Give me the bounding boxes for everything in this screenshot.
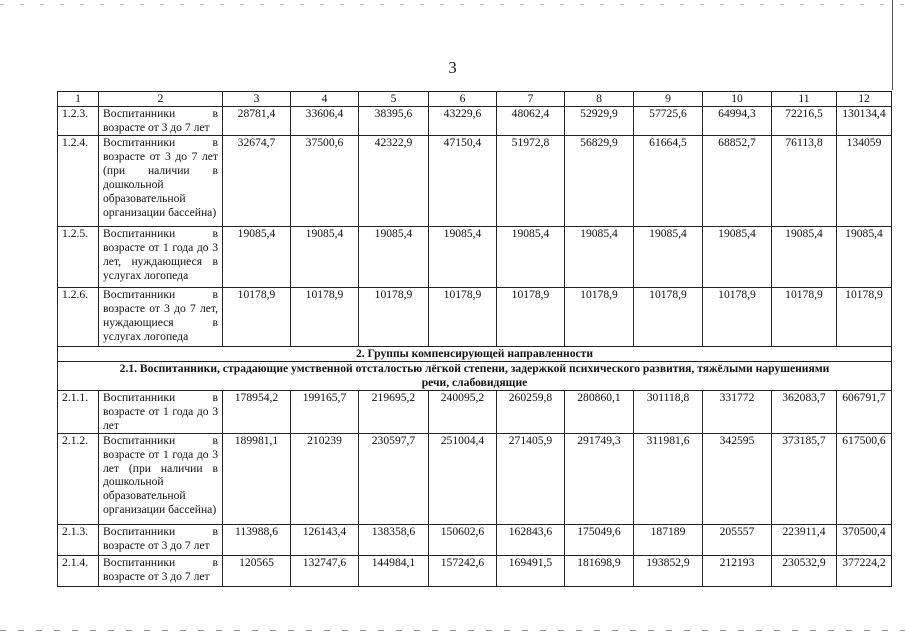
value-cell: 271405,9 bbox=[497, 433, 565, 524]
value-cell: 42322,9 bbox=[359, 136, 429, 227]
value-cell: 134059 bbox=[837, 136, 892, 227]
value-cell: 10178,9 bbox=[634, 288, 703, 347]
row-description: Воспитанники в возрасте от 1 года до 3 лет, нуждающиеся в услугах логопеда bbox=[99, 227, 223, 288]
value-cell: 373185,7 bbox=[772, 433, 837, 524]
value-cell: 32674,7 bbox=[223, 136, 291, 227]
value-cell: 51972,8 bbox=[497, 136, 565, 227]
value-cell: 72216,5 bbox=[772, 107, 837, 136]
value-cell: 19085,4 bbox=[772, 227, 837, 288]
value-cell: 187189 bbox=[634, 524, 703, 555]
col-header: 9 bbox=[634, 92, 703, 107]
value-cell: 10178,9 bbox=[223, 288, 291, 347]
col-header: 4 bbox=[291, 92, 359, 107]
table-row bbox=[58, 136, 892, 227]
tariff-table bbox=[57, 91, 892, 587]
value-cell: 162843,6 bbox=[497, 524, 565, 555]
table-row bbox=[58, 433, 892, 524]
row-description: Воспитанники в возрасте от 3 до 7 лет (при наличии в дошкольной образовательной организации бассейна) bbox=[99, 136, 223, 227]
row-code: 2.1.2. bbox=[58, 433, 99, 524]
value-cell: 33606,4 bbox=[291, 107, 359, 136]
row-code: 2.1.1. bbox=[58, 390, 99, 433]
value-cell: 150602,6 bbox=[429, 524, 497, 555]
rows-group-1-2 bbox=[58, 107, 892, 347]
value-cell: 19085,4 bbox=[291, 227, 359, 288]
section-row bbox=[58, 347, 892, 362]
value-cell: 193852,9 bbox=[634, 555, 703, 586]
value-cell: 10178,9 bbox=[497, 288, 565, 347]
value-cell: 61664,5 bbox=[634, 136, 703, 227]
value-cell: 240095,2 bbox=[429, 390, 497, 433]
table-row bbox=[58, 227, 892, 288]
value-cell: 19085,4 bbox=[634, 227, 703, 288]
col-header: 1 bbox=[58, 92, 99, 107]
col-header: 11 bbox=[772, 92, 837, 107]
section-2-title: 2. Группы компенсирующей направленности bbox=[58, 347, 892, 362]
value-cell: 251004,4 bbox=[429, 433, 497, 524]
table-row bbox=[58, 288, 892, 347]
subsection-row bbox=[58, 361, 892, 390]
scan-edge-bottom bbox=[0, 630, 905, 631]
value-cell: 10178,9 bbox=[837, 288, 892, 347]
value-cell: 169491,5 bbox=[497, 555, 565, 586]
value-cell: 370500,4 bbox=[837, 524, 892, 555]
value-cell: 223911,4 bbox=[772, 524, 837, 555]
value-cell: 10178,9 bbox=[291, 288, 359, 347]
value-cell: 189981,1 bbox=[223, 433, 291, 524]
value-cell: 219695,2 bbox=[359, 390, 429, 433]
row-description: Воспитанники в возрасте от 3 до 7 лет bbox=[99, 555, 223, 586]
value-cell: 43229,6 bbox=[429, 107, 497, 136]
value-cell: 37500,6 bbox=[291, 136, 359, 227]
row-code: 1.2.4. bbox=[58, 136, 99, 227]
value-cell: 230597,7 bbox=[359, 433, 429, 524]
value-cell: 28781,4 bbox=[223, 107, 291, 136]
value-cell: 48062,4 bbox=[497, 107, 565, 136]
row-description: Воспитанники в возрасте от 3 до 7 лет bbox=[99, 524, 223, 555]
value-cell: 57725,6 bbox=[634, 107, 703, 136]
section-2-1-title: 2.1. Воспитанники, страдающие умственной отсталостью лёгкой степени, задержкой психического развития, тяжёлыми нарушениями речи, слабовидящие bbox=[58, 361, 892, 390]
value-cell: 19085,4 bbox=[837, 227, 892, 288]
table-row bbox=[58, 555, 892, 586]
value-cell: 377224,2 bbox=[837, 555, 892, 586]
value-cell: 10178,9 bbox=[565, 288, 634, 347]
value-cell: 52929,9 bbox=[565, 107, 634, 136]
row-description: Воспитанники в возрасте от 1 года до 3 лет bbox=[99, 390, 223, 433]
value-cell: 606791,7 bbox=[837, 390, 892, 433]
value-cell: 260259,8 bbox=[497, 390, 565, 433]
row-code: 2.1.4. bbox=[58, 555, 99, 586]
value-cell: 212193 bbox=[703, 555, 772, 586]
value-cell: 19085,4 bbox=[565, 227, 634, 288]
value-cell: 19085,4 bbox=[429, 227, 497, 288]
value-cell: 311981,6 bbox=[634, 433, 703, 524]
col-header: 3 bbox=[223, 92, 291, 107]
value-cell: 280860,1 bbox=[565, 390, 634, 433]
row-description: Воспитанники в возрасте от 1 года до 3 лет (при наличии в дошкольной образовательной организации бассейна) bbox=[99, 433, 223, 524]
value-cell: 56829,9 bbox=[565, 136, 634, 227]
value-cell: 175049,6 bbox=[565, 524, 634, 555]
value-cell: 199165,7 bbox=[291, 390, 359, 433]
value-cell: 19085,4 bbox=[497, 227, 565, 288]
value-cell: 120565 bbox=[223, 555, 291, 586]
value-cell: 210239 bbox=[291, 433, 359, 524]
rows-group-2-1 bbox=[58, 390, 892, 586]
row-code: 1.2.3. bbox=[58, 107, 99, 136]
row-description: Воспитанники в возрасте от 3 до 7 лет, нуждающиеся в услугах логопеда bbox=[99, 288, 223, 347]
value-cell: 331772 bbox=[703, 390, 772, 433]
value-cell: 64994,3 bbox=[703, 107, 772, 136]
row-code: 1.2.6. bbox=[58, 288, 99, 347]
value-cell: 291749,3 bbox=[565, 433, 634, 524]
value-cell: 19085,4 bbox=[703, 227, 772, 288]
col-header: 8 bbox=[565, 92, 634, 107]
col-header: 5 bbox=[359, 92, 429, 107]
page-number: 3 bbox=[448, 58, 457, 77]
value-cell: 19085,4 bbox=[359, 227, 429, 288]
value-cell: 126143,4 bbox=[291, 524, 359, 555]
value-cell: 181698,9 bbox=[565, 555, 634, 586]
value-cell: 38395,6 bbox=[359, 107, 429, 136]
table-row bbox=[58, 390, 892, 433]
value-cell: 10178,9 bbox=[772, 288, 837, 347]
value-cell: 76113,8 bbox=[772, 136, 837, 227]
col-header: 2 bbox=[99, 92, 223, 107]
value-cell: 617500,6 bbox=[837, 433, 892, 524]
value-cell: 138358,6 bbox=[359, 524, 429, 555]
col-header: 10 bbox=[703, 92, 772, 107]
table-row bbox=[58, 107, 892, 136]
value-cell: 362083,7 bbox=[772, 390, 837, 433]
value-cell: 47150,4 bbox=[429, 136, 497, 227]
value-cell: 157242,6 bbox=[429, 555, 497, 586]
value-cell: 19085,4 bbox=[223, 227, 291, 288]
value-cell: 301118,8 bbox=[634, 390, 703, 433]
value-cell: 342595 bbox=[703, 433, 772, 524]
col-header: 6 bbox=[429, 92, 497, 107]
value-cell: 130134,4 bbox=[837, 107, 892, 136]
col-header: 7 bbox=[497, 92, 565, 107]
value-cell: 230532,9 bbox=[772, 555, 837, 586]
value-cell: 68852,7 bbox=[703, 136, 772, 227]
column-number-row bbox=[58, 92, 892, 107]
scan-edge-top bbox=[0, 4, 905, 5]
row-code: 1.2.5. bbox=[58, 227, 99, 288]
value-cell: 132747,6 bbox=[291, 555, 359, 586]
value-cell: 10178,9 bbox=[703, 288, 772, 347]
row-description: Воспитанники в возрасте от 3 до 7 лет bbox=[99, 107, 223, 136]
value-cell: 10178,9 bbox=[359, 288, 429, 347]
col-header: 12 bbox=[837, 92, 892, 107]
value-cell: 113988,6 bbox=[223, 524, 291, 555]
value-cell: 144984,1 bbox=[359, 555, 429, 586]
value-cell: 178954,2 bbox=[223, 390, 291, 433]
value-cell: 10178,9 bbox=[429, 288, 497, 347]
value-cell: 205557 bbox=[703, 524, 772, 555]
row-code: 2.1.3. bbox=[58, 524, 99, 555]
table-row bbox=[58, 524, 892, 555]
